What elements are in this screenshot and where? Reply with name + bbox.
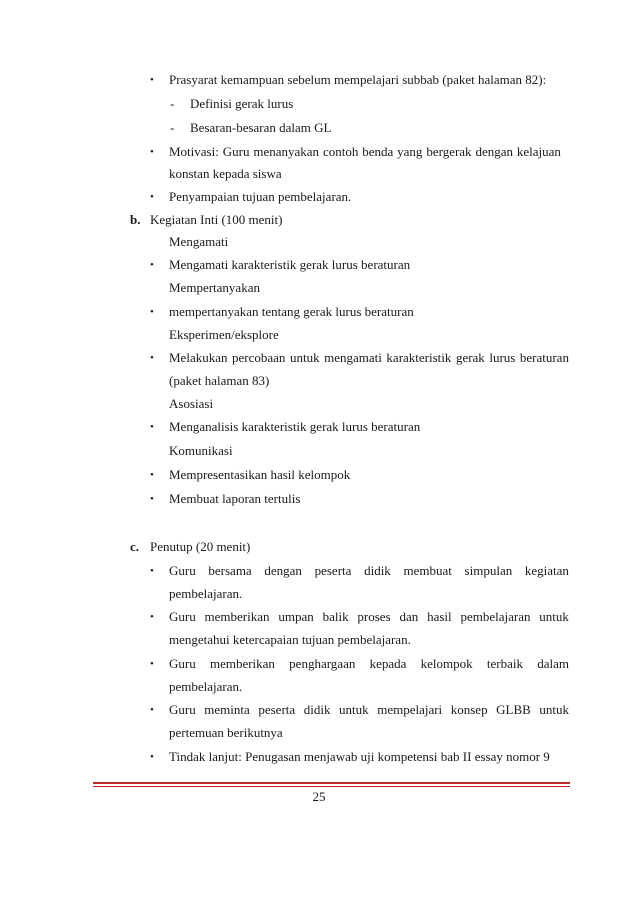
word: karakteristik xyxy=(386,350,452,365)
word: mengamati xyxy=(324,350,382,365)
eksperimen-item-line-2: (paket halaman 83) xyxy=(169,373,270,388)
penutup-item-2-line-1 xyxy=(169,609,569,625)
bullet: • xyxy=(150,352,154,364)
label-eksperimen: Eksperimen/eksplore xyxy=(169,327,279,342)
bullet: • xyxy=(150,493,154,505)
komunikasi-item-1: Mempresentasikan hasil kelompok xyxy=(169,467,351,482)
bullet: • xyxy=(150,146,154,158)
word: memberikan xyxy=(204,609,270,624)
word: konsep xyxy=(450,702,488,717)
section-letter-c: c. xyxy=(130,539,140,554)
word: balik xyxy=(322,609,349,624)
dash: - xyxy=(170,96,175,111)
bullet: • xyxy=(150,704,154,716)
label-mengamati: Mengamati xyxy=(169,234,229,249)
word: umpan xyxy=(278,609,314,624)
word: untuk xyxy=(539,609,569,624)
label-asosiasi: Asosiasi xyxy=(169,396,214,411)
motivasi-line-2: konstan kepada siswa xyxy=(169,166,282,181)
page-number: 25 xyxy=(312,789,326,804)
label-komunikasi: Komunikasi xyxy=(169,443,233,458)
word: yang xyxy=(397,144,423,159)
bullet: • xyxy=(150,611,154,623)
bullet: • xyxy=(150,306,154,318)
word: beraturan xyxy=(519,350,569,365)
word: GLBB xyxy=(496,702,531,717)
bullet: • xyxy=(150,658,154,670)
word: contoh xyxy=(322,144,359,159)
section-title-penutup: Penutup (20 menit) xyxy=(150,539,251,554)
word: Motivasi: xyxy=(169,144,219,159)
word: memberikan xyxy=(209,656,275,671)
bullet: • xyxy=(150,469,154,481)
penutup-item-1-line-2: pembelajaran. xyxy=(169,586,243,601)
word: bersama xyxy=(208,563,252,578)
word: peserta xyxy=(258,702,296,717)
footer-rule-thick xyxy=(93,782,570,784)
word: mempelajari xyxy=(377,702,443,717)
word: untuk xyxy=(289,350,320,365)
word: Guru xyxy=(169,609,196,624)
word: simpulan xyxy=(464,563,513,578)
word: pembelajaran xyxy=(460,609,531,624)
word: kepada xyxy=(369,656,407,671)
word: terbaik xyxy=(486,656,523,671)
word: percobaan xyxy=(232,350,286,365)
bullet: • xyxy=(150,565,154,577)
word: menanyakan xyxy=(253,144,320,159)
word: membuat xyxy=(403,563,452,578)
word: dalam xyxy=(537,656,569,671)
penutup-item-4-line-1 xyxy=(169,702,569,718)
tujuan-text: Penyampaian tujuan pembelajaran. xyxy=(169,189,352,204)
word: Guru xyxy=(169,656,196,671)
mempertanyakan-item: mempertanyakan tentang gerak lurus beraturan xyxy=(169,304,414,319)
bullet: • xyxy=(150,751,154,763)
word: kelompok xyxy=(420,656,473,671)
mengamati-item: Mengamati karakteristik gerak lurus beraturan xyxy=(169,257,411,272)
penutup-item-3-line-1 xyxy=(169,656,569,672)
word: Guru xyxy=(222,144,250,159)
word: hasil xyxy=(427,609,452,624)
word: lurus xyxy=(489,350,516,365)
word: untuk xyxy=(339,702,369,717)
penutup-item-4-line-2: pertemuan berikutnya xyxy=(169,725,283,740)
penutup-item-2-line-2: mengetahui ketercapaian tujuan pembelajaran. xyxy=(169,632,411,647)
word: meminta xyxy=(204,702,250,717)
word: Guru xyxy=(169,563,196,578)
word: Melakukan xyxy=(169,350,228,365)
motivasi-line-1 xyxy=(169,144,561,160)
prasyarat-text: Prasyarat kemampuan sebelum mempelajari subbab (paket halaman 82): xyxy=(169,72,547,87)
eksperimen-item-line-1 xyxy=(169,350,569,366)
sub-item-definisi: Definisi gerak lurus xyxy=(190,96,294,111)
word: penghargaan xyxy=(289,656,356,671)
word: untuk xyxy=(539,702,569,717)
word: dan xyxy=(399,609,419,624)
komunikasi-item-2: Membuat laporan tertulis xyxy=(169,491,301,506)
word: benda xyxy=(362,144,394,159)
word: didik xyxy=(303,702,331,717)
word: dengan xyxy=(264,563,302,578)
word: bergerak xyxy=(426,144,472,159)
bullet: • xyxy=(150,191,154,203)
footer-rule-thin xyxy=(93,786,570,787)
penutup-item-1-line-1 xyxy=(169,563,569,579)
word: kegiatan xyxy=(524,563,569,578)
word: didik xyxy=(364,563,391,578)
bullet: • xyxy=(150,74,154,86)
asosiasi-item: Menganalisis karakteristik gerak lurus beraturan xyxy=(169,419,421,434)
bullet: • xyxy=(150,259,154,271)
label-mempertanyakan: Mempertanyakan xyxy=(169,280,260,295)
penutup-item-3-line-2: pembelajaran. xyxy=(169,679,243,694)
word: proses xyxy=(357,609,391,624)
bullet: • xyxy=(150,421,154,433)
word: Guru xyxy=(169,702,196,717)
word: peserta xyxy=(314,563,352,578)
word: gerak xyxy=(455,350,485,365)
dash: - xyxy=(170,120,175,135)
word: dengan xyxy=(475,144,513,159)
section-letter-b: b. xyxy=(130,212,141,227)
sub-item-besaran: Besaran-besaran dalam GL xyxy=(190,120,332,135)
penutup-item-5: Tindak lanjut: Penugasan menjawab uji kompetensi bab II essay nomor 9 xyxy=(169,749,550,764)
word: kelajuan xyxy=(516,144,561,159)
section-title-inti: Kegiatan Inti (100 menit) xyxy=(150,212,283,227)
